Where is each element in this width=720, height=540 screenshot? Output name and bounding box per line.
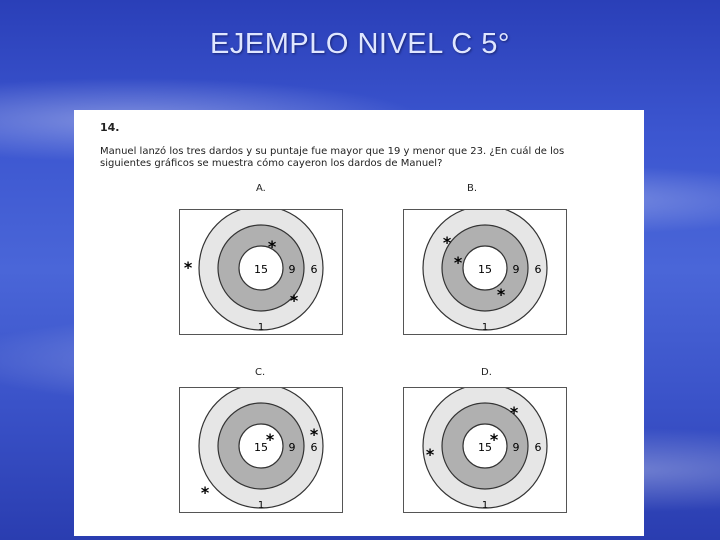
option-a-target[interactable] (179, 209, 343, 335)
dart-mark: * (309, 425, 319, 444)
score-inner: 15 (478, 441, 492, 454)
score-outside: 1 (257, 322, 265, 333)
dart-mark: * (509, 403, 519, 422)
score-middle: 9 (512, 263, 520, 276)
question-text (100, 146, 644, 170)
dart-mark: * (200, 483, 210, 502)
dart-mark: * (442, 233, 452, 252)
dart-mark: * (489, 430, 499, 449)
dart-mark: * (425, 445, 435, 464)
dartboard-d (404, 388, 566, 512)
score-outer: 6 (534, 441, 542, 454)
dart-mark: * (267, 237, 277, 256)
score-inner: 15 (478, 263, 492, 276)
option-b-target[interactable] (403, 209, 567, 335)
question-number: 14. (100, 121, 120, 134)
option-d-label: D. (481, 367, 492, 378)
score-outside: 1 (481, 500, 489, 511)
question-text-line-1: Manuel lanzó los tres dardos y su puntaje fue mayor que 19 y menor que 23. ¿En cuál de los (100, 146, 565, 157)
score-middle: 9 (512, 441, 520, 454)
question-document (74, 110, 644, 536)
score-outer: 6 (310, 441, 318, 454)
option-c-target[interactable] (179, 387, 343, 513)
score-middle: 9 (288, 441, 296, 454)
option-b-label: B. (467, 183, 478, 194)
score-outside: 1 (481, 322, 489, 333)
dart-mark: * (496, 285, 506, 304)
score-middle: 9 (288, 263, 296, 276)
dart-mark: * (453, 253, 463, 272)
option-c-label: C. (255, 367, 266, 378)
dart-mark: * (183, 258, 193, 277)
score-outside: 1 (257, 500, 265, 511)
dartboard-a (180, 210, 342, 334)
option-a-label: A. (256, 183, 266, 194)
score-inner: 15 (254, 263, 268, 276)
dart-mark: * (265, 430, 275, 449)
score-inner: 15 (254, 441, 268, 454)
dartboard-c (180, 388, 342, 512)
question-text-line-2: siguientes gráficos se muestra cómo cayeron los dardos de Manuel? (100, 158, 443, 169)
dart-mark: * (289, 291, 299, 310)
slide-title: EJEMPLO NIVEL C 5° (210, 28, 510, 60)
option-d-target[interactable] (403, 387, 567, 513)
dartboard-b (404, 210, 566, 334)
score-outer: 6 (534, 263, 542, 276)
score-outer: 6 (310, 263, 318, 276)
